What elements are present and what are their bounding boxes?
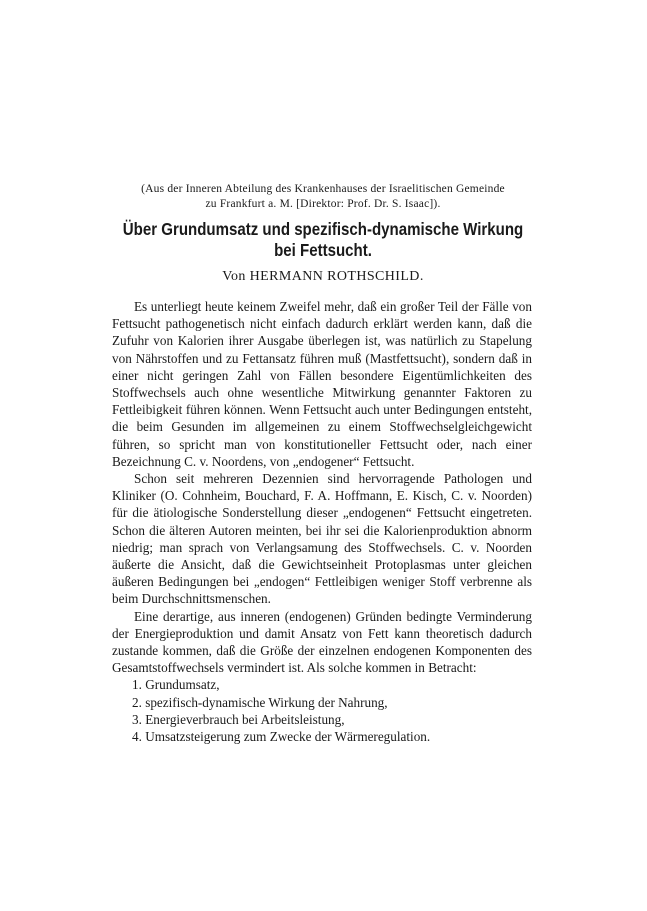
list-item: 3. Energieverbrauch bei Arbeitsleistung, (132, 711, 345, 727)
list-item: 4. Umsatzsteigerung zum Zwecke der Wärmeregulation. (132, 729, 431, 745)
affiliation-line-2: zu Frankfurt a. M. [Direktor: Prof. Dr. S. Isaac]). (205, 198, 441, 210)
article-title (123, 219, 524, 261)
paragraph-2: Schon seit mehreren Dezennien sind hervorragende Pathologen und Kliniker (O. Cohnheim, Bouchard, F. A. Hoffmann, E. Kisch, C. v. Noorden) für die ätiologische Sonderstellung dieser „endogenen“ Fettsucht eingetreten. Schon die älteren Autoren meinten, bei ihr sei die Kalorienproduktion abnorm niedrig; man sprach von Verlangsamung des Stoffwechsels. C. v. Noorden äußerte die Ansicht, daß die Gewichtseinheit Protoplasmas unter gleichen äußeren Bedingungen bei „endogen“ Fettleibigen weniger Stoff verbrenne als beim Durchschnittsmenschen. (112, 471, 532, 607)
components-list (112, 676, 532, 745)
paragraph-3: Eine derartige, aus inneren (endogenen) Gründen bedingte Verminderung der Energieproduktion und damit Ansatz von Fett kann theoretisch dadurch zustande kommen, daß die Größe der einzelnen endogenen Komponenten des Gesamtstoffwechsels vermindert ist. Als solche kommen in Betracht: (112, 608, 532, 676)
title-line-1: Über Grundumsatz und spezifisch-dynamische Wirkung (122, 219, 524, 239)
author-line: Von HERMANN ROTHSCHILD. (222, 269, 424, 284)
list-item: 2. spezifisch-dynamische Wirkung der Nahrung, (132, 694, 388, 710)
paragraph-1: Es unterliegt heute keinem Zweifel mehr, daß ein großer Teil der Fälle von Fettsucht pathogenetisch nicht einfach dadurch erklärt werden kann, daß die Zufuhr von Kalorien ihrer Ausgabe überlegen ist, was natürlich zu Stapelung von Nährstoffen und zu Fettansatz führen muß (Mastfettsucht), sondern daß in einer nicht geringen Zahl von Fällen besondere Eigentümlichkeiten des Stoffwechsels auch ohne wesentliche Mitwirkung genannter Faktoren zu Fettleibigkeit führen können. Wenn Fettsucht auch unter Bedingungen entsteht, die beim Gesunden im allgemeinen zu einem Stoffwechselgleichgewicht führen, so spricht man von konstitutioneller Fettsucht oder, nach einer Bezeichnung C. v. Noordens, von „endogener“ Fettsucht. (112, 299, 532, 469)
affiliation (100, 182, 546, 212)
body-text (112, 298, 532, 745)
title-line-2: bei Fettsucht. (274, 240, 372, 260)
affiliation-line-1: (Aus der Inneren Abteilung des Krankenhauses der Israelitischen Gemeinde (141, 183, 505, 195)
list-item: 1. Grundumsatz, (132, 677, 220, 693)
